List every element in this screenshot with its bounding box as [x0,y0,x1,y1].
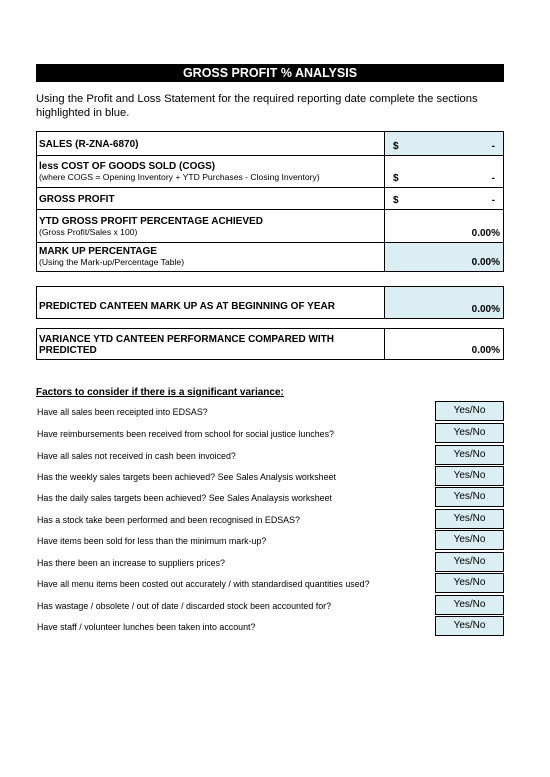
factor-answer-cell[interactable]: Yes/No [435,445,504,465]
factor-answer-cell[interactable]: Yes/No [435,595,504,615]
factor-question: Have all menu items been costed out accurately / with standardised quantities used? [37,579,370,589]
gross-profit-label: GROSS PROFIT [39,194,115,205]
factor-item [36,573,506,593]
factor-question: Have all sales not received in cash been invoiced? [37,451,236,461]
ytd-gp-value-cell [384,210,503,242]
instructions-text: Using the Profit and Loss Statement for the required reporting date complete the sections highlighted in blue. [36,93,478,119]
gross-profit-row [37,188,503,210]
factor-item [36,423,506,443]
gross-profit-value-cell [384,188,503,209]
factor-question: Has the weekly sales targets been achieved? See Sales Analysis worksheet [37,472,336,482]
factor-answer-cell[interactable]: Yes/No [435,487,504,507]
factor-question: Has the daily sales targets been achieved? See Sales Analaysis worksheet [37,493,333,503]
factor-item [36,616,506,636]
factor-question: Have reimbursements been received from school for social justice lunches? [37,429,334,439]
markup-sublabel: (Using the Mark-up/Percentage Table) [39,257,185,267]
variance-value-cell [384,329,503,359]
variance-label: VARIANCE YTD CANTEEN PERFORMANCE COMPARED WITH PREDICTED [39,334,335,356]
factor-item [36,445,506,465]
factor-question: Have all sales been receipted into EDSAS? [37,407,208,417]
sales-currency: $ [393,141,399,152]
markup-value-cell[interactable] [384,243,503,271]
cogs-value-cell [384,156,503,187]
factor-item [36,509,506,529]
cogs-sublabel: (where COGS = Opening Inventory + YTD Purchases - Closing Inventory) [39,172,320,182]
factor-item [36,595,506,615]
factor-answer-cell[interactable]: Yes/No [435,530,504,550]
factor-answer-cell[interactable]: Yes/No [435,573,504,593]
factor-item [36,530,506,550]
factor-question: Has there been an increase to suppliers prices? [37,558,225,568]
factor-answer-cell[interactable]: Yes/No [435,509,504,529]
factor-question: Has wastage / obsolete / out of date / discarded stock been accounted for? [37,601,332,611]
variance-value: 0.00% [471,345,500,356]
cogs-value: - [491,173,495,184]
cogs-currency: $ [393,173,399,184]
sales-label: SALES (R-ZNA-6870) [39,139,139,150]
factor-question: Have items been sold for less than the minimum mark-up? [37,536,267,546]
sales-value-cell[interactable] [384,132,503,155]
factor-question: Have staff / volunteer lunches been taken into account? [37,622,256,632]
factor-question: Has a stock take been performed and been recognised in EDSAS? [37,515,300,525]
markup-value: 0.00% [471,257,500,268]
factor-item [36,466,506,486]
variance-row [37,329,503,359]
cogs-label: less COST OF GOODS SOLD (COGS) [39,161,216,172]
markup-row [37,243,503,271]
factor-answer-cell[interactable]: Yes/No [435,552,504,572]
ytd-gp-label: YTD GROSS PROFIT PERCENTAGE ACHIEVED [39,216,263,227]
factor-item [36,487,506,507]
profit-table [36,131,504,272]
gross-profit-value: - [491,195,495,206]
ytd-gp-sublabel: (Gross Profit/Sales x 100) [39,227,138,237]
factor-item [36,401,506,421]
sales-value: - [491,141,495,152]
predicted-label: PREDICTED CANTEEN MARK UP AS AT BEGINNING OF YEAR [39,301,335,312]
variance-table [36,328,504,360]
page-title: GROSS PROFIT % ANALYSIS [36,64,504,82]
sales-row [37,132,503,156]
markup-label: MARK UP PERCENTAGE [39,246,157,257]
predicted-table [36,286,504,319]
factor-answer-cell[interactable]: Yes/No [435,616,504,636]
ytd-gp-row [37,210,503,243]
cogs-row [37,156,503,188]
ytd-gp-value: 0.00% [471,228,500,239]
factor-item [36,552,506,572]
factor-answer-cell[interactable]: Yes/No [435,466,504,486]
predicted-row [37,287,503,318]
factor-answer-cell[interactable]: Yes/No [435,423,504,443]
predicted-value: 0.00% [471,304,500,315]
gross-profit-currency: $ [393,195,399,206]
predicted-value-cell[interactable] [384,287,503,318]
factor-answer-cell[interactable]: Yes/No [435,401,504,421]
factors-title: Factors to consider if there is a significant variance: [36,387,284,398]
